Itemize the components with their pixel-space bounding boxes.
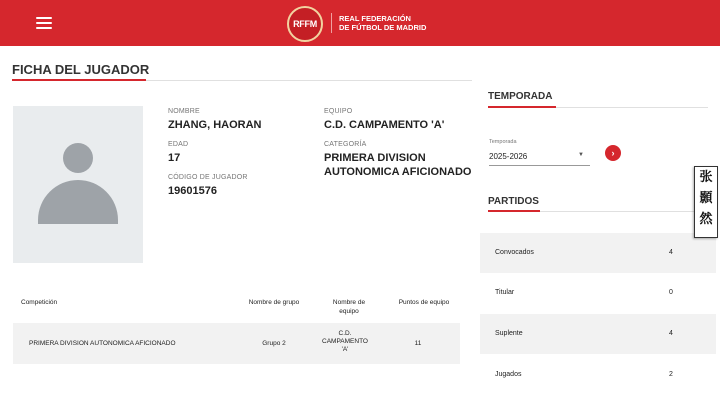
col-header-team-line-2: equipo — [339, 308, 359, 315]
row-team — [316, 330, 374, 354]
matches-row-value: 4 — [669, 249, 673, 256]
brand-line-2: DE FÚTBOL DE MADRID — [339, 23, 427, 32]
side-tab-char-2: 顥 — [699, 191, 713, 206]
matches-row-label: Suplente — [495, 330, 523, 337]
logo-divider — [331, 13, 332, 33]
season-title-accent — [488, 106, 556, 108]
player-section-title: FICHA DEL JUGADOR — [12, 62, 150, 77]
season-select-underline — [489, 165, 590, 166]
rffm-logo[interactable] — [287, 6, 323, 42]
col-header-points: Puntos de equipo — [398, 299, 450, 306]
col-header-team-line-1: Nombre de — [332, 299, 366, 306]
side-name-tab[interactable] — [694, 166, 718, 238]
matches-row-label: Convocados — [495, 249, 534, 256]
code-label: CÓDIGO DE JUGADOR — [168, 174, 248, 181]
matches-row-jugados — [480, 355, 716, 395]
name-label: NOMBRE — [168, 108, 200, 115]
matches-row-value: 0 — [669, 289, 673, 296]
brand-name — [339, 14, 426, 32]
player-code: 19601576 — [168, 185, 217, 197]
player-category-line-2: AUTONOMICA AFICIONADO — [324, 166, 472, 178]
side-tab-char-1: 张 — [699, 170, 713, 185]
row-team-line-3: 'A' — [341, 346, 349, 353]
avatar-head-icon — [63, 143, 93, 173]
row-team-line-2: CAMPAMENTO — [322, 338, 368, 345]
season-go-button[interactable]: › — [605, 145, 621, 161]
team-label: EQUIPO — [324, 108, 353, 115]
age-label: EDAD — [168, 141, 189, 148]
matches-row-titular — [480, 273, 716, 313]
player-team: C.D. CAMPAMENTO 'A' — [324, 119, 445, 131]
row-points: 11 — [414, 340, 422, 347]
side-tab-char-3: 然 — [699, 212, 713, 227]
col-header-group: Nombre de grupo — [248, 299, 300, 306]
matches-row-suplente — [480, 314, 716, 354]
player-title-accent — [12, 79, 146, 81]
hamburger-icon[interactable] — [36, 17, 52, 29]
brand-line-1: REAL FEDERACIÓN — [339, 14, 411, 23]
matches-title-accent — [488, 210, 540, 212]
matches-section-title: PARTIDOS — [488, 196, 539, 207]
player-photo-placeholder — [13, 106, 143, 263]
matches-row-value: 2 — [669, 371, 673, 378]
matches-row-value: 4 — [669, 330, 673, 337]
season-select[interactable]: 2025-2026 — [489, 152, 528, 161]
player-name: ZHANG, HAORAN — [168, 119, 262, 131]
season-section-title: TEMPORADA — [488, 91, 553, 102]
player-age: 17 — [168, 152, 181, 164]
player-category-line-1: PRIMERA DIVISION — [324, 152, 426, 164]
matches-row-label: Jugados — [495, 371, 522, 378]
caret-down-icon[interactable]: ▼ — [578, 152, 584, 158]
row-competition: PRIMERA DIVISION AUTONOMICA AFICIONADO — [29, 340, 176, 347]
avatar-body-icon — [38, 180, 118, 224]
row-team-line-1: C.D. — [338, 330, 352, 337]
top-bar — [0, 0, 720, 46]
col-header-team — [316, 298, 382, 316]
matches-row-convocados — [480, 233, 716, 273]
season-select-label: Temporada — [489, 139, 517, 145]
matches-row-label: Titular — [495, 289, 515, 296]
row-group: Grupo 2 — [262, 340, 286, 347]
col-header-competition: Competición — [21, 299, 58, 306]
logo-text: RFFM — [293, 19, 317, 29]
category-label: CATEGORÍA — [324, 141, 367, 148]
